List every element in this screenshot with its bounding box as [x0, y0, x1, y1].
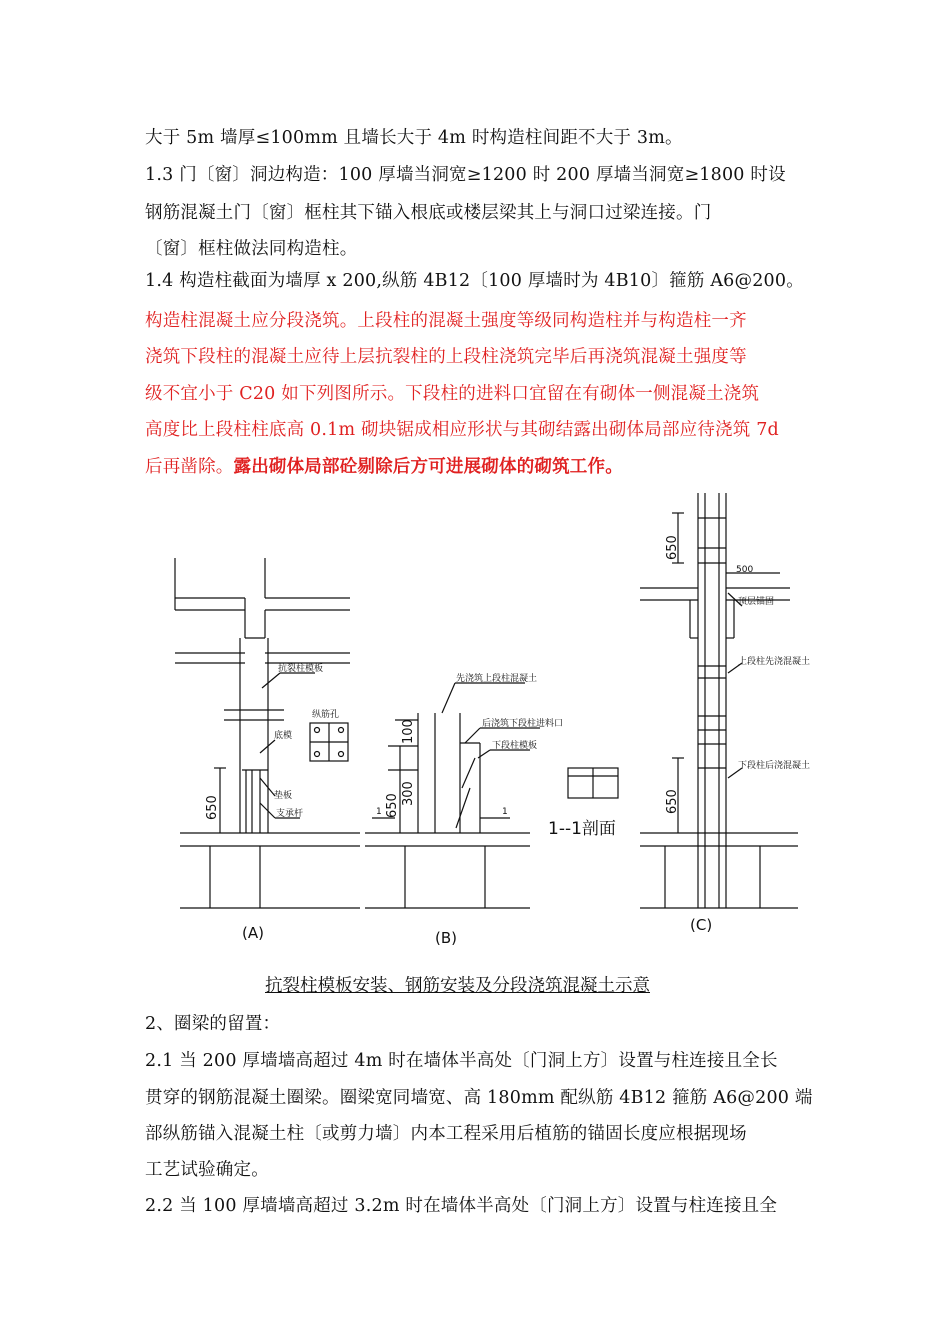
label-hole: 纵筋孔	[312, 710, 340, 720]
text-line: 大于 5m 墙厚≤100mm 且墙长大于 4m 时构造柱间距不大于 3m。	[145, 128, 683, 148]
dim-650-c-top: 650	[665, 535, 680, 560]
dim-100-b: 100	[401, 719, 416, 744]
label-upper-column: 上段柱先浇混凝土	[738, 657, 811, 667]
red-text: 后再凿除。	[145, 457, 234, 477]
label-bottom-form: 底模	[274, 731, 293, 741]
label-support: 支承杆	[276, 809, 304, 819]
red-text-line: 浇筑下段柱的混凝土应待上层抗裂柱的上段柱浇筑完毕后再浇筑混凝土强度等	[145, 347, 747, 367]
text-line: 2.2 当 100 厚墙墙高超过 3.2m 时在墙体半高处〔门洞上方〕设置与柱连接且全	[145, 1196, 778, 1216]
red-text-line: 级不宜小于 C20 如下列图所示。下段柱的进料口宜留在有砌体一侧混凝土浇筑	[145, 384, 760, 404]
red-text-line: 构造柱混凝土应分段浇筑。上段柱的混凝土强度等级同构造柱并与构造柱一齐	[145, 311, 747, 331]
subfigure-a-label: (A)	[242, 924, 264, 942]
text-line: 1.3 门〔窗〕洞边构造：100 厚墙当洞宽≥1200 时 200 厚墙当洞宽≥1800 时设	[145, 165, 786, 185]
mixed-text-line	[145, 453, 623, 478]
text-line: 部纵筋锚入混凝土柱〔或剪力墙〕内本工程采用后植筋的锚固长度应根据现场	[145, 1124, 747, 1144]
label-lower-column: 下段柱后浇混凝土	[738, 761, 811, 771]
text-line: 贯穿的钢筋混凝土圈梁。圈梁宽同墙宽、高 180mm 配纵筋 4B12 箍筋 A6@200 端	[145, 1088, 813, 1108]
label-ring-beam: 顶层锚固	[738, 597, 775, 607]
text-line: 1.4 构造柱截面为墙厚 x 200,纵筋 4B12〔100 厚墙时为 4B10〕箍筋 A6@200。	[145, 271, 804, 291]
dim-650-c-bottom: 650	[665, 789, 680, 814]
label-template: 抗裂柱模板	[278, 664, 324, 674]
label-inlet: 后浇筑下段柱进料口	[482, 719, 564, 729]
diagram-a	[175, 558, 360, 908]
label-lower-form: 下段柱模板	[492, 741, 538, 751]
text-line: 2.1 当 200 厚墙墙高超过 4m 时在墙体半高处〔门洞上方〕设置与柱连接且全长	[145, 1051, 778, 1071]
section-title: 1--1剖面	[548, 819, 616, 839]
section-heading: 2、圈梁的留置：	[145, 1014, 281, 1034]
dim-650-b: 650	[385, 793, 400, 818]
subfigure-b-label: (B)	[435, 929, 457, 947]
red-bold-text: 露出砌体局部砼剔除后方可进展砌体的砌筑工作。	[233, 457, 623, 477]
text-line: 钢筋混凝土门〔窗〕框柱其下锚入根底或楼层梁其上与洞口过梁连接。门	[145, 203, 712, 223]
section-mark-right: 1	[502, 807, 508, 817]
dim-500: 500	[736, 565, 754, 575]
dim-650-a: 650	[205, 795, 220, 820]
label-upper-pour: 先浇筑上段柱混凝土	[456, 674, 538, 684]
diagram-c	[640, 493, 798, 908]
text-line: 〔窗〕框柱做法同构造柱。	[145, 239, 358, 259]
text-line: 工艺试验确定。	[145, 1160, 269, 1180]
red-text-line: 高度比上段柱柱底高 0.1m 砌块锯成相应形状与其砌结露出砌体局部应待浇筑 7d	[145, 420, 779, 440]
subfigure-c-label: (C)	[690, 916, 713, 934]
construction-diagram	[150, 488, 820, 948]
dim-300-b: 300	[401, 781, 416, 806]
label-pad: 垫板	[274, 791, 293, 801]
section-mark-left: 1	[376, 807, 382, 817]
figure-caption: 抗裂柱模板安装、钢筋安装及分段浇筑混凝土示意	[265, 976, 650, 996]
